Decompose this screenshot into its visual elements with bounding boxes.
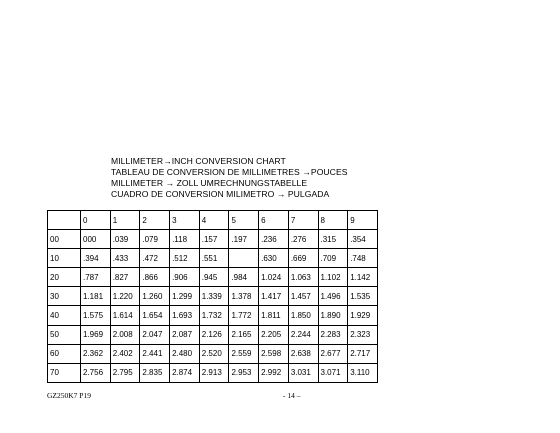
value-cell: 2.126 — [199, 325, 229, 344]
value-cell: 2.913 — [199, 363, 229, 382]
value-cell: .079 — [140, 230, 170, 249]
value-cell: 2.283 — [318, 325, 348, 344]
table-row — [48, 230, 378, 249]
header-cell: 4 — [199, 211, 229, 230]
header-cell — [48, 211, 81, 230]
value-cell: 2.087 — [170, 325, 200, 344]
value-cell: .866 — [140, 268, 170, 287]
value-cell: 2.992 — [259, 363, 289, 382]
table-row — [48, 249, 378, 268]
value-cell: 1.496 — [318, 287, 348, 306]
title-spanish: CUADRO DE CONVERSION MILIMETRO → PULGADA — [111, 189, 330, 199]
value-cell: .984 — [229, 268, 259, 287]
row-label-cell: 70 — [48, 363, 81, 382]
row-label-cell: 30 — [48, 287, 81, 306]
value-cell: 1.890 — [318, 306, 348, 325]
value-cell: 1.457 — [288, 287, 318, 306]
table-row — [48, 268, 378, 287]
value-cell: .512 — [170, 249, 200, 268]
value-cell: 1.378 — [229, 287, 259, 306]
value-cell: .354 — [348, 230, 378, 249]
row-label-cell: 50 — [48, 325, 81, 344]
value-cell: 2.795 — [110, 363, 140, 382]
value-cell: .787 — [81, 268, 111, 287]
value-cell: 1.102 — [318, 268, 348, 287]
header-cell: 7 — [288, 211, 318, 230]
header-cell: 9 — [348, 211, 378, 230]
header-cell: 5 — [229, 211, 259, 230]
value-cell: .157 — [199, 230, 229, 249]
value-cell: .748 — [348, 249, 378, 268]
value-cell: 2.953 — [229, 363, 259, 382]
header-cell: 6 — [259, 211, 289, 230]
table-row — [48, 363, 378, 382]
value-cell: 1.339 — [199, 287, 229, 306]
value-cell: 1.417 — [259, 287, 289, 306]
value-cell: 1.772 — [229, 306, 259, 325]
value-cell: .630 — [259, 249, 289, 268]
value-cell: .118 — [170, 230, 200, 249]
value-cell: 1.969 — [81, 325, 111, 344]
value-cell: .236 — [259, 230, 289, 249]
table-row — [48, 287, 378, 306]
value-cell: .315 — [318, 230, 348, 249]
header-cell: 0 — [81, 211, 111, 230]
value-cell: 1.024 — [259, 268, 289, 287]
value-cell: 2.559 — [229, 344, 259, 363]
value-cell: 1.220 — [110, 287, 140, 306]
value-cell: .827 — [110, 268, 140, 287]
header-cell: 2 — [140, 211, 170, 230]
value-cell: 3.071 — [318, 363, 348, 382]
row-label-cell: 00 — [48, 230, 81, 249]
value-cell: .945 — [199, 268, 229, 287]
value-cell: .039 — [110, 230, 140, 249]
value-cell: 1.654 — [140, 306, 170, 325]
value-cell: 2.638 — [288, 344, 318, 363]
value-cell: 3.110 — [348, 363, 378, 382]
value-cell: .394 — [81, 249, 111, 268]
page-number: - 14 – — [283, 391, 301, 400]
value-cell: 2.205 — [259, 325, 289, 344]
value-cell: 1.811 — [259, 306, 289, 325]
title-german: MILLIMETER → ZOLL UMRECHNUNGSTABELLE — [111, 178, 308, 188]
value-cell: 1.732 — [199, 306, 229, 325]
value-cell: .669 — [288, 249, 318, 268]
value-cell: 1.535 — [348, 287, 378, 306]
value-cell: 2.165 — [229, 325, 259, 344]
row-label-cell: 20 — [48, 268, 81, 287]
row-label-cell: 40 — [48, 306, 81, 325]
value-cell: 3.031 — [288, 363, 318, 382]
value-cell: 2.323 — [348, 325, 378, 344]
value-cell: 1.063 — [288, 268, 318, 287]
value-cell: 2.441 — [140, 344, 170, 363]
value-cell: 1.614 — [110, 306, 140, 325]
value-cell: .197 — [229, 230, 259, 249]
value-cell: 2.598 — [259, 344, 289, 363]
value-cell: 1.299 — [170, 287, 200, 306]
value-cell: 1.575 — [81, 306, 111, 325]
value-cell: 1.142 — [348, 268, 378, 287]
conversion-table — [47, 210, 378, 383]
header-cell: 8 — [318, 211, 348, 230]
value-cell: 2.008 — [110, 325, 140, 344]
row-label-cell: 10 — [48, 249, 81, 268]
document-code: GZ250K7 P19 — [47, 391, 91, 400]
value-cell: 2.520 — [199, 344, 229, 363]
value-cell: 000 — [81, 230, 111, 249]
table-row — [48, 306, 378, 325]
value-cell: 1.929 — [348, 306, 378, 325]
value-cell: .472 — [140, 249, 170, 268]
value-cell: 2.756 — [81, 363, 111, 382]
value-cell: 1.850 — [288, 306, 318, 325]
value-cell: 2.402 — [110, 344, 140, 363]
chart-titles — [111, 156, 348, 200]
value-cell: .906 — [170, 268, 200, 287]
value-cell: 2.362 — [81, 344, 111, 363]
value-cell: 1.181 — [81, 287, 111, 306]
value-cell: 1.260 — [140, 287, 170, 306]
row-label-cell: 60 — [48, 344, 81, 363]
header-cell: 3 — [170, 211, 200, 230]
value-cell: .276 — [288, 230, 318, 249]
header-cell: 1 — [110, 211, 140, 230]
value-cell: 2.874 — [170, 363, 200, 382]
value-cell: 1.693 — [170, 306, 200, 325]
value-cell: .709 — [318, 249, 348, 268]
value-cell: 2.047 — [140, 325, 170, 344]
table-header-row — [48, 211, 378, 230]
title-french: TABLEAU DE CONVERSION DE MILLIMETRES →POUCES — [111, 167, 348, 177]
title-english: MILLIMETER→INCH CONVERSION CHART — [111, 156, 286, 166]
table-row — [48, 325, 378, 344]
value-cell: 2.677 — [318, 344, 348, 363]
value-cell: 2.835 — [140, 363, 170, 382]
value-cell: 2.480 — [170, 344, 200, 363]
value-cell: 2.717 — [348, 344, 378, 363]
table-row — [48, 344, 378, 363]
value-cell — [229, 249, 259, 268]
value-cell: .433 — [110, 249, 140, 268]
value-cell: .551 — [199, 249, 229, 268]
value-cell: 2.244 — [288, 325, 318, 344]
